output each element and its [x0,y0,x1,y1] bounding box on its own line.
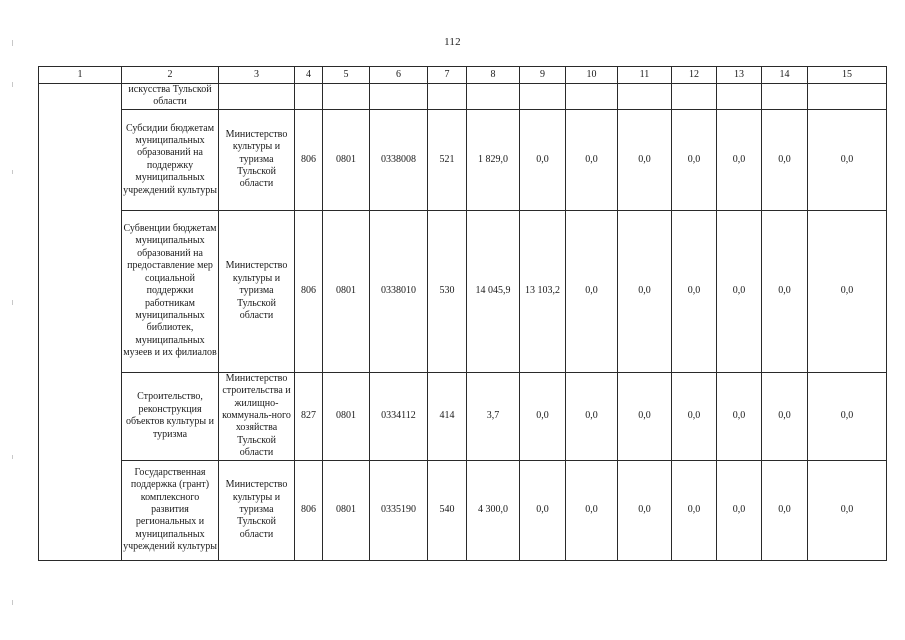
column-number-row [39,67,887,84]
code-target: 0338008 [370,109,428,210]
column-header: 5 [323,67,370,84]
ministry-name: Министерство культуры и туризма Тульской области [219,109,295,210]
code-grbs: 806 [295,210,323,372]
value-cell [618,84,672,110]
table-row [39,109,887,210]
code-expense-type: 521 [428,109,467,210]
column-header: 1 [39,67,122,84]
value-cell: 0,0 [520,109,566,210]
column-header: 11 [618,67,672,84]
scan-speck [12,600,13,605]
code-target: 0338010 [370,210,428,372]
value-cell: 0,0 [672,109,717,210]
value-cell [717,84,762,110]
item-name: искусства Тульской области [122,84,219,110]
value-cell: 0,0 [762,460,808,560]
value-cell [566,84,618,110]
value-cell: 0,0 [618,372,672,460]
item-name: Субсидии бюджетам муниципальных образований на поддержку муниципальных учреждений культуры [122,109,219,210]
code-expense-type [428,84,467,110]
column-header: 14 [762,67,808,84]
value-cell: 0,0 [717,460,762,560]
scan-speck [12,300,13,305]
scan-speck [12,455,13,459]
code-grbs: 827 [295,372,323,460]
code-grbs: 806 [295,109,323,210]
value-cell: 4 300,0 [467,460,520,560]
value-cell: 0,0 [566,210,618,372]
value-cell: 0,0 [808,372,887,460]
value-cell: 0,0 [672,460,717,560]
code-expense-type: 540 [428,460,467,560]
value-cell: 0,0 [808,460,887,560]
value-cell: 0,0 [762,109,808,210]
column-header: 9 [520,67,566,84]
code-target [370,84,428,110]
code-grbs [295,84,323,110]
table-row [39,460,887,560]
column-header: 8 [467,67,520,84]
code-section [323,84,370,110]
value-cell [762,84,808,110]
value-cell [672,84,717,110]
code-section: 0801 [323,372,370,460]
program-cell [39,84,122,561]
column-header: 4 [295,67,323,84]
value-cell: 0,0 [566,372,618,460]
column-header: 15 [808,67,887,84]
table-row [39,84,887,110]
ministry-name: Министерство строительства и жилищно-коммуналь-ного хозяйства Тульской области [219,372,295,460]
value-cell [467,84,520,110]
code-expense-type: 530 [428,210,467,372]
value-cell: 0,0 [566,460,618,560]
value-cell: 0,0 [717,372,762,460]
table-row [39,372,887,460]
value-cell: 0,0 [618,210,672,372]
value-cell: 0,0 [566,109,618,210]
ministry-name [219,84,295,110]
value-cell [520,84,566,110]
ministry-name: Министерство культуры и туризма Тульской области [219,210,295,372]
item-name: Государственная поддержка (грант) комплексного развития региональных и муниципальных учреждений культуры [122,460,219,560]
column-header: 3 [219,67,295,84]
value-cell: 0,0 [717,109,762,210]
table-row [39,210,887,372]
scan-speck [12,170,13,174]
column-header: 13 [717,67,762,84]
value-cell [808,84,887,110]
page-number: 112 [444,36,461,48]
column-header: 7 [428,67,467,84]
value-cell: 0,0 [618,460,672,560]
value-cell: 0,0 [808,109,887,210]
column-header: 12 [672,67,717,84]
code-grbs: 806 [295,460,323,560]
value-cell: 1 829,0 [467,109,520,210]
scan-speck [12,82,13,87]
value-cell: 14 045,9 [467,210,520,372]
scan-speck [12,40,13,46]
code-section: 0801 [323,109,370,210]
value-cell: 3,7 [467,372,520,460]
code-section: 0801 [323,460,370,560]
value-cell: 0,0 [808,210,887,372]
code-expense-type: 414 [428,372,467,460]
value-cell: 0,0 [762,210,808,372]
value-cell: 0,0 [717,210,762,372]
item-name: Субвенции бюджетам муниципальных образований на предоставление мер социальной поддержки работникам муниципальных библиотек, муниципальных музеев и их филиалов [122,210,219,372]
value-cell: 0,0 [520,372,566,460]
budget-table [38,66,887,561]
value-cell: 0,0 [618,109,672,210]
item-name: Строительство, реконструкция объектов культуры и туризма [122,372,219,460]
value-cell: 0,0 [762,372,808,460]
code-target: 0335190 [370,460,428,560]
ministry-name: Министерство культуры и туризма Тульской области [219,460,295,560]
code-target: 0334112 [370,372,428,460]
code-section: 0801 [323,210,370,372]
value-cell: 13 103,2 [520,210,566,372]
column-header: 6 [370,67,428,84]
column-header: 10 [566,67,618,84]
value-cell: 0,0 [672,210,717,372]
value-cell: 0,0 [520,460,566,560]
value-cell: 0,0 [672,372,717,460]
column-header: 2 [122,67,219,84]
